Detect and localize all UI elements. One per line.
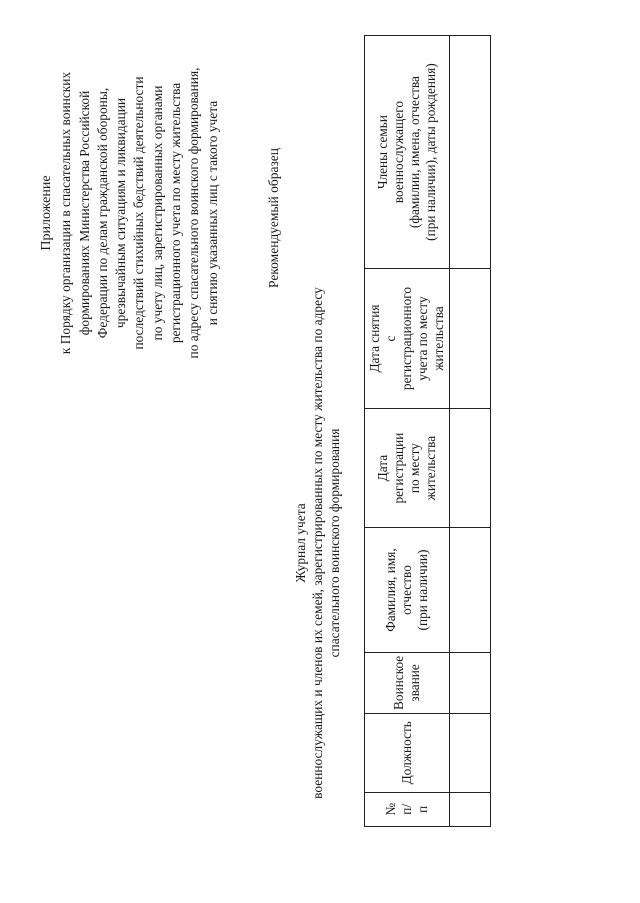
appendix-line: по учету лиц, зарегистрированных органами [149, 85, 165, 341]
appendix-line: регистрационного учета по месту жительства [168, 82, 184, 344]
appendix-line: и снятию указанных лиц с такого учета [204, 100, 220, 326]
journal-table [364, 35, 491, 827]
appendix-title: Приложение [39, 175, 54, 251]
appendix-line: к Порядку организации в спасательных воинских [58, 71, 74, 355]
appendix-line: последствий стихийных бедствий деятельности [131, 76, 147, 350]
table-cell[interactable] [450, 652, 491, 713]
appendix-line: чрезвычайным ситуациям и ликвидации [113, 97, 129, 329]
journal-subtitle-line: спасательного воинского формирования [327, 428, 342, 658]
journal-title: Журнал учета [293, 503, 308, 583]
appendix-line: по адресу спасательного воинского формирования, [186, 67, 202, 359]
table-row [450, 36, 491, 827]
header-cell-family-members: Члены семьи военнослужащего (фамилии, имена, отчества (при наличии), даты рождения) [365, 36, 450, 269]
journal-subtitle-line: военнослужащих и членов их семей, зарегистрированных по месту жительства по адресу [310, 287, 325, 799]
table-cell[interactable] [450, 36, 491, 269]
table-cell[interactable] [450, 269, 491, 409]
appendix-block [38, 13, 222, 413]
header-cell-full-name: Фамилия, имя, отчество (при наличии) [365, 528, 450, 653]
table-cell[interactable] [450, 528, 491, 653]
header-cell-position: Должность [365, 713, 450, 792]
appendix-line: формированиях Министерства Российской [76, 90, 92, 336]
header-cell-registration-date: Дата регистрации по месту жительства [365, 408, 450, 527]
header-cell-deregistration-date: Дата снятия с регистрационного учета по месту жительства [365, 269, 450, 409]
header-cell-number: № п/ п [365, 792, 450, 826]
table-header-row [365, 36, 450, 827]
table-cell[interactable] [450, 792, 491, 826]
table-cell[interactable] [450, 713, 491, 792]
header-cell-rank: Воинское звание [365, 652, 450, 713]
appendix-line: Федерации по делам гражданской обороны, [94, 87, 110, 339]
recommended-sample-label: Рекомендуемый образец [266, 148, 281, 289]
table-cell[interactable] [450, 408, 491, 527]
journal-heading [292, 263, 343, 823]
